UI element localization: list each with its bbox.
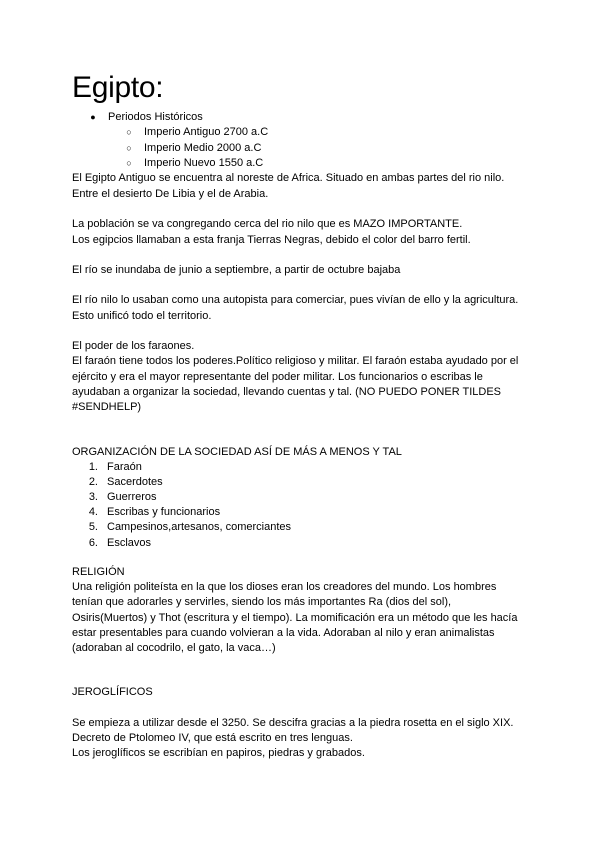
item-number: 5. [88,521,98,533]
paragraph-line: Decreto de Ptolomeo IV, que está escrito en tres lenguas. [72,732,353,744]
paragraph-line: ayudaban a organizar la sociedad, llevando cuentas y tal. (NO PUEDO PONER TILDES [72,386,502,398]
item-text: Esclavos [107,537,152,549]
paragraph-line: Osiris(Muertos) y Thot (escritura y el tiempo). La momificación era un método que les hacía [72,612,518,624]
sub-bullet-text: Imperio Antiguo 2700 a.C [144,126,269,138]
paragraph-line: El río nilo lo usaban como una autopista para comerciar, pues vivían de ello y la agricultura. [72,294,519,306]
sub-bullet-text: Imperio Medio 2000 a.C [144,142,262,154]
section-heading: RELIGIÓN [72,566,125,578]
item-number: 1. [88,461,98,473]
paragraph-line: La población se va congregando cerca del rio nilo que es MAZO IMPORTANTE. [72,218,463,230]
sub-bullet-circle-icon: ○ [126,143,132,153]
paragraph-line: El río se inundaba de junio a septiembre, a partir de octubre bajaba [72,264,401,276]
paragraph-line: Una religión politeísta en la que los dioses eran los creadores del mundo. Los hombres [72,581,497,593]
paragraph-line: Se empieza a utilizar desde el 3250. Se descifra gracias a la piedra rosetta en el siglo XIX. [72,717,514,729]
bullet-text: Periodos Históricos [108,111,203,123]
section-heading: ORGANIZACIÓN DE LA SOCIEDAD ASÍ DE MÁS A MENOS Y TAL [72,446,402,458]
paragraph-line: Esto unificó todo el territorio. [72,310,212,322]
item-text: Faraón [107,461,142,473]
bullet-dot-icon: ● [90,112,96,122]
item-text: Sacerdotes [107,476,163,488]
paragraph-line: Entre el desierto De Libia y el de Arabia. [72,188,269,200]
paragraph-line: El faraón tiene todos los poderes.Político religioso y militar. El faraón estaba ayudado por el [72,355,519,367]
item-number: 3. [88,491,98,503]
item-text: Campesinos,artesanos, comerciantes [107,521,292,533]
item-number: 4. [88,506,98,518]
paragraph-line: Los jeroglíficos se escribían en papiros, piedras y grabados. [72,747,365,759]
sub-bullet-circle-icon: ○ [126,158,132,168]
section-heading: JEROGLÍFICOS [72,686,153,698]
item-number: 6. [88,537,98,549]
paragraph-line: #SENDHELP) [72,401,142,413]
paragraph-line: ejército y era el mayor representante del poder militar. Los funcionarios o escribas le [72,371,483,383]
paragraph-line: tenían que adorarles y servirles, siendo los más importantes Ra (dios del sol), [72,596,452,608]
item-number: 2. [88,476,98,488]
page-title: Egipto: [72,71,164,104]
paragraph-line: El poder de los faraones. [72,340,195,352]
sub-bullet-text: Imperio Nuevo 1550 a.C [144,157,264,169]
paragraph-line: El Egipto Antiguo se encuentra al noreste de Africa. Situado en ambas partes del rio nilo. [72,172,505,184]
paragraph-line: estar presentables para cuando volvieran a la vida. Adoraban al nilo y eran animalistas [72,627,495,639]
item-text: Guerreros [107,491,157,503]
sub-bullet-circle-icon: ○ [126,127,132,137]
paragraph-line: Los egipcios llamaban a esta franja Tierras Negras, debido el color del barro fertil. [72,234,471,246]
paragraph-line: (adoraban al cocodrilo, el gato, la vaca…) [72,642,276,654]
item-text: Escribas y funcionarios [107,506,221,518]
